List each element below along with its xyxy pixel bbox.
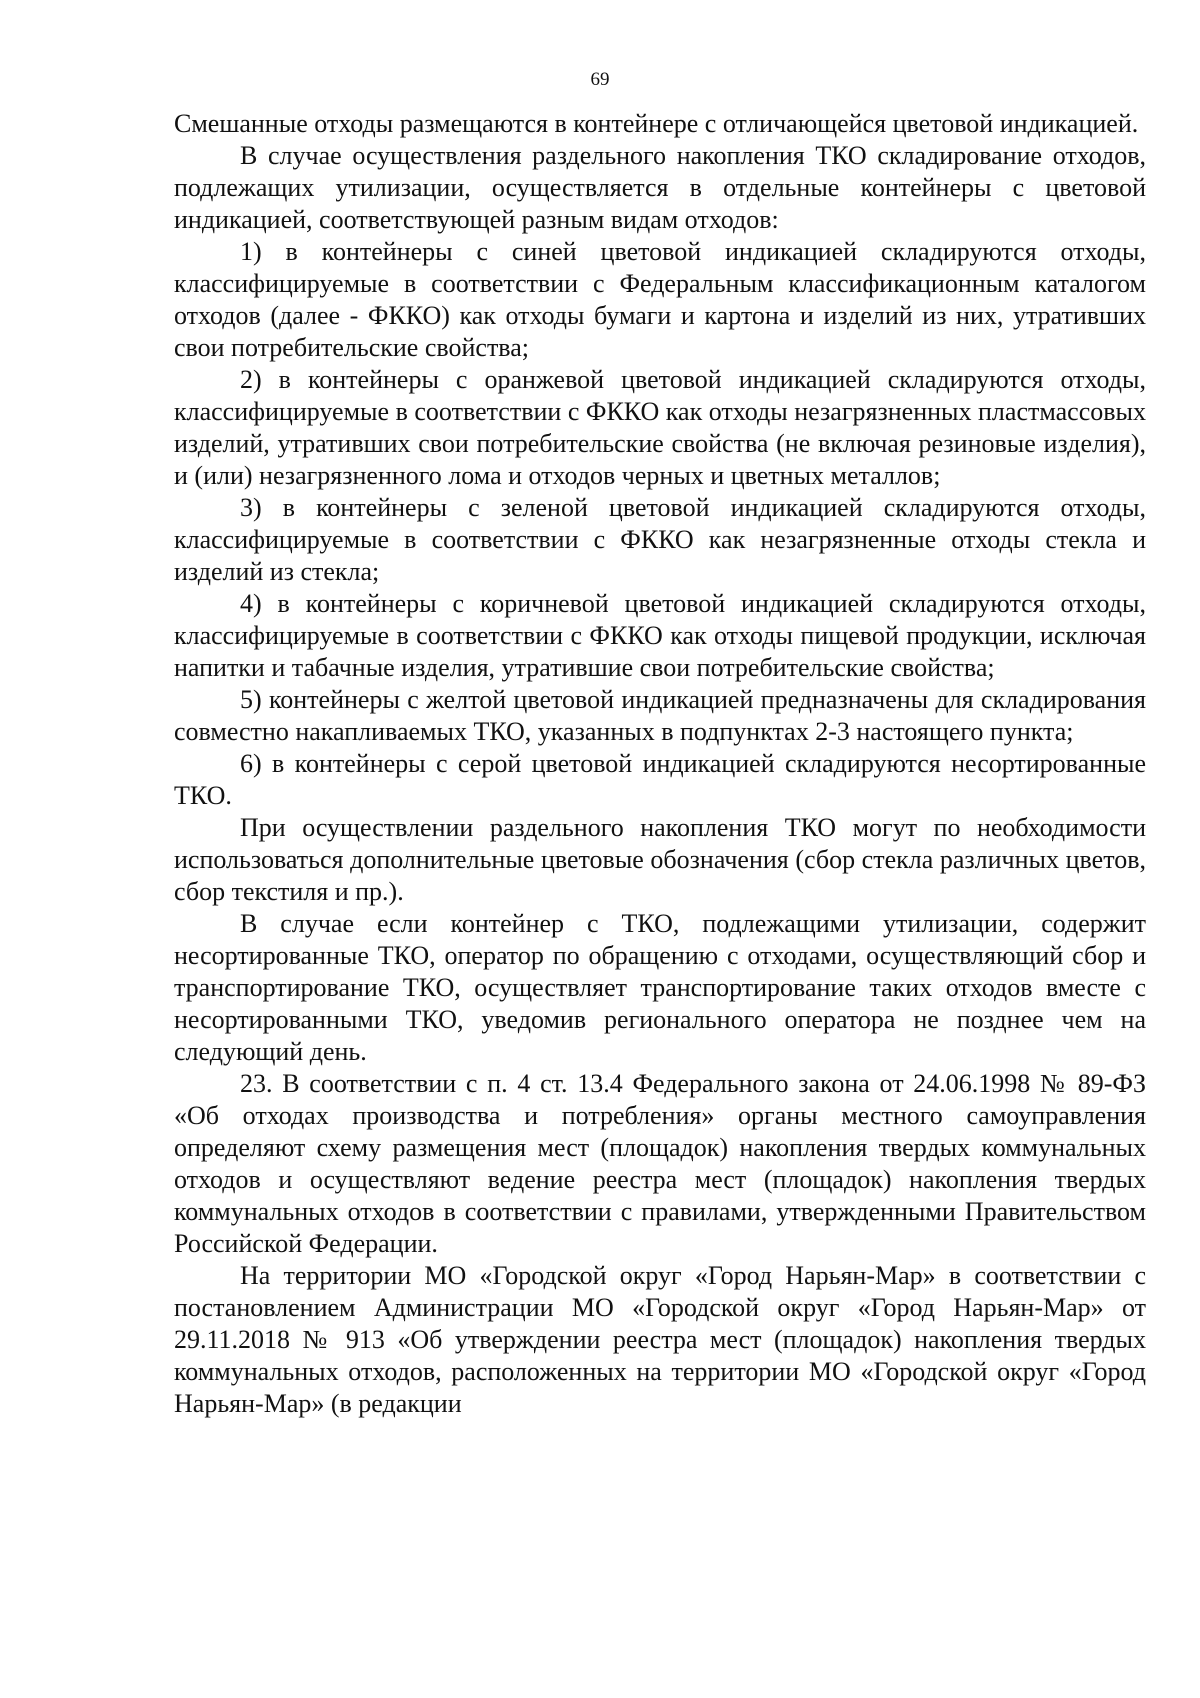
list-item-yellow-containers: 5) контейнеры с желтой цветовой индикацией предназначены для складирования совместно накапливаемых ТКО, указанных в подпунктах 2-3 настоящего пункта; bbox=[174, 685, 1146, 746]
document-body bbox=[174, 108, 1146, 1420]
list-item-orange-containers: 2) в контейнеры с оранжевой цветовой индикацией складируются отходы, классифицируемые в соответствии с ФККО как отходы незагрязненных пластмассовых изделий, утративших свои потребительские свойства (не включая резиновые изделия), и (или) незагрязненного лома и отходов черных и цветных металлов; bbox=[174, 365, 1146, 490]
list-item-gray-containers: 6) в контейнеры с серой цветовой индикацией складируются несортированные ТКО. bbox=[174, 749, 1146, 810]
page-number: 69 bbox=[590, 69, 610, 90]
paragraph-separate-accumulation: В случае осуществления раздельного накопления ТКО складирование отходов, подлежащих утилизации, осуществляется в отдельные контейнеры с цветовой индикацией, соответствующей разным видам отходов: bbox=[174, 141, 1146, 234]
paragraph-additional-colors: При осуществлении раздельного накопления ТКО могут по необходимости использоваться дополнительные цветовые обозначения (сбор стекла различных цветов, сбор текстиля и пр.). bbox=[174, 813, 1146, 906]
paragraph-mixed-waste: Смешанные отходы размещаются в контейнере с отличающейся цветовой индикацией. bbox=[174, 109, 1139, 138]
paragraph-naryan-mar-territory: На территории МО «Городской округ «Город Нарьян-Мар» в соответствии с постановлением Администрации МО «Городской округ «Город Нарьян-Мар» от 29.11.2018 № 913 «Об утверждении реестра мест (площадок) накопления твердых коммунальных отходов, расположенных на территории МО «Городской округ «Город Нарьян-Мар» (в редакции bbox=[174, 1261, 1146, 1418]
list-item-brown-containers: 4) в контейнеры с коричневой цветовой индикацией складируются отходы, классифицируемые в соответствии с ФККО как отходы пищевой продукции, исключая напитки и табачные изделия, утратившие свои потребительские свойства; bbox=[174, 589, 1146, 682]
paragraph-unsorted-transport: В случае если контейнер с ТКО, подлежащими утилизации, содержит несортированные ТКО, оператор по обращению с отходами, осуществляющий сбор и транспортирование ТКО, осуществляет транспортирование таких отходов вместе с несортированными ТКО, уведомив регионального оператора не позднее чем на следующий день. bbox=[174, 909, 1146, 1066]
list-item-blue-containers: 1) в контейнеры с синей цветовой индикацией складируются отходы, классифицируемые в соответствии с Федеральным классификационным каталогом отходов (далее - ФККО) как отходы бумаги и картона и изделий из них, утративших свои потребительские свойства; bbox=[174, 237, 1146, 362]
paragraph-section-23: 23. В соответствии с п. 4 ст. 13.4 Федерального закона от 24.06.1998 № 89-ФЗ «Об отходах производства и потребления» органы местного самоуправления определяют схему размещения мест (площадок) накопления твердых коммунальных отходов и осуществляют ведение реестра мест (площадок) накопления твердых коммунальных отходов в соответствии с правилами, утвержденными Правительством Российской Федерации. bbox=[174, 1069, 1146, 1258]
list-item-green-containers: 3) в контейнеры с зеленой цветовой индикацией складируются отходы, классифицируемые в соответствии с ФККО как незагрязненные отходы стекла и изделий из стекла; bbox=[174, 493, 1146, 586]
